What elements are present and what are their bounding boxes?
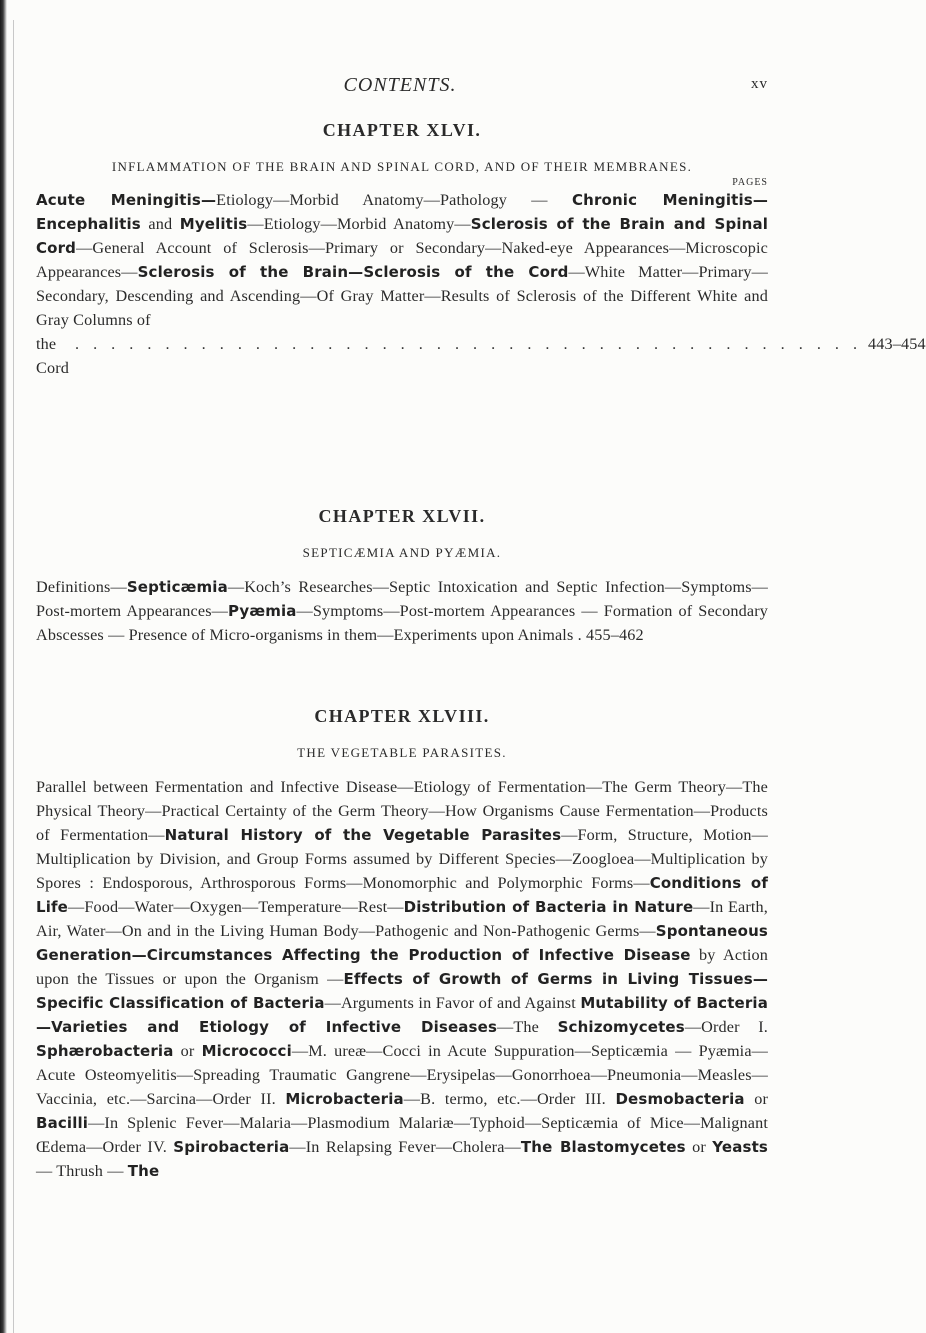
- topic-text: —White Matter—Primary—Secondary, Descending and Ascending—Of Gray Matter—Results of Sclerosis of the Different White and Gray Columns of: [36, 263, 768, 329]
- topic-text: —Form, Structure, Motion—Multiplication by Division, and Group Forms assumed by Different Species—Zoogloea—Multiplication by Spores : Endosporous, Arthrosporous Forms—Monomorphic and Polymorphic Forms—: [36, 826, 768, 892]
- topic-text: and: [140, 215, 180, 233]
- bold-topic: The Blastomycetes: [520, 1138, 686, 1156]
- bold-topic: Bacilli: [36, 1114, 89, 1132]
- pages-column-label: PAGES: [732, 177, 768, 188]
- topic-text: —Arguments in Favor of and Against: [324, 994, 581, 1012]
- topic-text: Parallel between Fermentation and Infective Disease—Etiology of Fermentation—The Germ Theory—The Physical Theory—Practical Certainty of the Germ Theory—How Organisms Cause Fermentation—Products of Fermentation—: [36, 778, 768, 844]
- page-number: xv: [751, 76, 768, 92]
- bold-topic: Sphærobacteria: [36, 1042, 174, 1060]
- chapter-subtitle: SEPTICÆMIA AND PYÆMIA.: [302, 545, 502, 560]
- topic-text: —Koch’s Researches—Septic Intoxication and Septic Infection—Symptoms—Post-mortem Appearances—: [36, 578, 768, 620]
- dot-leader: . . . . . . . . . . . . . . . . . . . . . . . . . . . . . . . . . . . . . . . . . . . .: [74, 335, 863, 353]
- chapter-subtitle: INFLAMMATION OF THE BRAIN AND SPINAL CORD, AND OF THEIR MEMBRANES.: [111, 159, 693, 174]
- bold-topic: Spirobacteria: [173, 1138, 290, 1156]
- topic-text: —In Relapsing Fever—Cholera—: [289, 1138, 521, 1156]
- chapter-xlvi: [36, 120, 926, 380]
- bold-topic: Sclerosis of the Brain—Sclerosis of the Cord: [137, 263, 569, 281]
- bold-topic: Spontaneous Generation—Circumstances Affecting the Production of Infective Disease: [36, 922, 768, 964]
- page-range: 455–462: [586, 626, 644, 644]
- topic-text: —Symptoms—Post-mortem Appearances — Formation of Secondary Abscesses — Presence of Micro-organisms in them—Experiments upon Animals .: [36, 602, 768, 644]
- topic-text: or: [173, 1042, 202, 1060]
- bold-topic: Conditions of Life: [36, 874, 768, 916]
- bold-topic: The: [127, 1162, 160, 1180]
- topic-text: —M. ureæ—Cocci in Acute Suppuration—Septicæmia — Pyæmia— Acute Osteomyelitis—Spreading Traumatic Gangrene—Erysipelas—Gonorrhoea—Pneumonia—Measles—Vaccinia, etc.—Sarcina—Order II.: [36, 1042, 768, 1108]
- bold-topic: Myelitis: [179, 215, 248, 233]
- bold-topic: Yeasts: [712, 1138, 769, 1156]
- bold-topic: Micrococci: [201, 1042, 292, 1060]
- topic-text: —Order I.: [684, 1018, 768, 1036]
- topic-text: —General Account of Sclerosis—Primary or Secondary—Naked-eye Appearances—Microscopic Appearances—: [36, 239, 768, 281]
- running-title: CONTENTS.: [343, 74, 457, 96]
- bold-topic: Effects of Growth of Germs in Living Tissues—Specific Classification of Bacteria: [36, 970, 768, 1012]
- topic-text: Definitions—: [36, 578, 127, 596]
- topic-text: by Action upon the Tissues or upon the Organism —: [36, 946, 768, 988]
- binding-edge: [0, 0, 7, 1333]
- chapter-title: CHAPTER XLVI.: [322, 120, 482, 140]
- bold-topic: Septicæmia: [126, 578, 228, 596]
- topic-text: — Thrush —: [36, 1162, 128, 1180]
- bold-topic: Chronic Meningitis—Encephalitis: [36, 191, 768, 233]
- chapter-summary: [36, 775, 768, 1183]
- summary-text: [36, 578, 768, 644]
- chapter-title: CHAPTER XLVIII.: [314, 706, 490, 726]
- page-header: [0, 74, 800, 100]
- page-range: 443–454: [868, 335, 926, 353]
- chapter-subtitle: THE VEGETABLE PARASITES.: [297, 745, 507, 760]
- topic-text: —In Splenic Fever—Malaria—Plasmodium Malariæ—Typhoid—Septicæmia of Mice—Malignant Œdema—Order IV.: [36, 1114, 768, 1156]
- chapter-title: CHAPTER XLVII.: [318, 506, 486, 526]
- bold-topic: Schizomycetes: [557, 1018, 685, 1036]
- topic-text: —In Earth, Air, Water—On and in the Living Human Body—Pathogenic and Non-Pathogenic Germs—: [36, 898, 768, 940]
- chapter-xlviii: [36, 706, 768, 1183]
- page-range-line: [36, 332, 926, 380]
- bold-topic: Pyæmia: [227, 602, 297, 620]
- bold-topic: Distribution of Bacteria in Nature: [403, 898, 694, 916]
- topic-text: Etiology—Morbid Anatomy—Pathology —: [216, 191, 572, 209]
- bold-topic: Microbacteria: [285, 1090, 404, 1108]
- bold-topic: Desmobacteria: [615, 1090, 745, 1108]
- bold-topic: Acute Meningitis—: [36, 191, 217, 209]
- bold-topic: Natural History of the Vegetable Parasites: [164, 826, 562, 844]
- chapter-summary: [36, 188, 768, 332]
- topic-text: —The: [497, 1018, 558, 1036]
- page-margin-line: [13, 20, 14, 1333]
- bold-topic: Sclerosis of the Brain and Spinal Cord: [36, 215, 769, 257]
- topic-text: or: [744, 1090, 768, 1108]
- summary-last-line: the Cord: [36, 335, 69, 377]
- topic-text: —B. termo, etc.—Order III.: [403, 1090, 616, 1108]
- topic-text: —Food—Water—Oxygen—Temperature—Rest—: [68, 898, 404, 916]
- topic-text: —Etiology—Morbid Anatomy—: [247, 215, 471, 233]
- chapter-summary: [36, 575, 768, 647]
- topic-text: or: [685, 1138, 713, 1156]
- chapter-xlvii: [36, 506, 768, 647]
- bold-topic: Mutability of Bacteria—Varieties and Etiology of Infective Diseases: [36, 994, 768, 1036]
